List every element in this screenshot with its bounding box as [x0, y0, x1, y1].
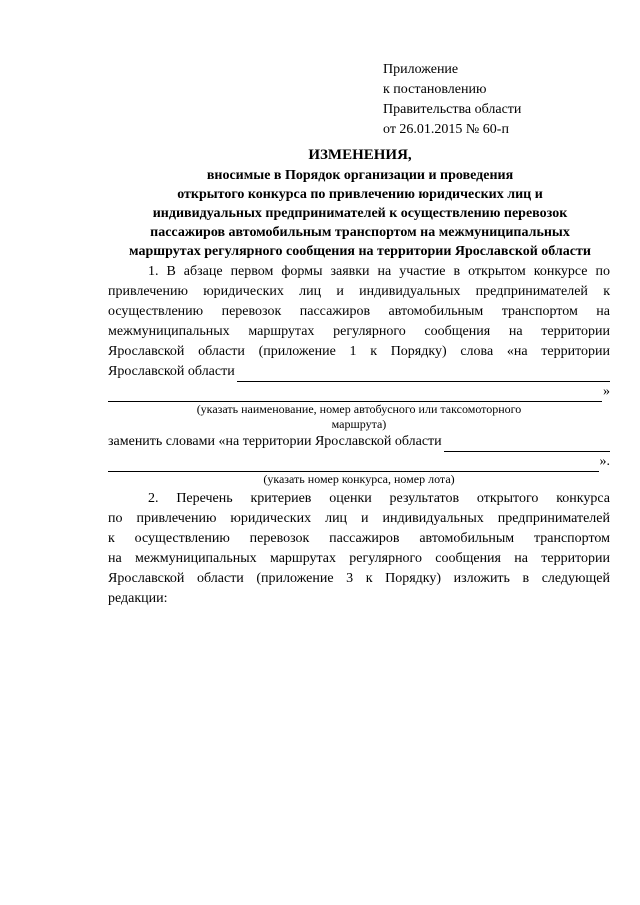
field-hint [108, 402, 610, 432]
paragraph-line: Ярославской области [108, 364, 235, 379]
paragraph-line: редакции: [108, 591, 168, 606]
attachment-header [383, 60, 521, 140]
closing-quote: ». [599, 454, 610, 469]
fill-in-blank-line [108, 386, 602, 402]
attachment-line: от 26.01.2015 № 60-п [383, 122, 509, 137]
field-hint-line: (указать номер конкурса, номер лота) [263, 472, 455, 486]
closing-quote: » [603, 384, 610, 399]
title-line: открытого конкурса по привлечению юридических лиц и [177, 187, 543, 202]
paragraph-line: межмуниципальных маршрутах регулярного сообщения на территории [108, 324, 610, 339]
paragraph-line-with-blank [108, 362, 610, 382]
fill-in-line [108, 382, 610, 402]
paragraph-line: 1. В абзаце первом формы заявки на участие в открытом конкурсе по [148, 264, 610, 279]
fill-in-line [108, 452, 610, 472]
paragraph-2 [108, 489, 610, 609]
title-line: индивидуальных предпринимателей к осуществлению перевозок [152, 206, 568, 221]
title-line: пассажиров автомобильным транспортом на межмуниципальных [150, 225, 570, 240]
paragraph-line: на межмуниципальных маршрутах регулярного сообщения на территории [108, 551, 610, 566]
field-hint-line: маршрута) [331, 417, 387, 431]
title-line: маршрутах регулярного сообщения на территории Ярославской области [129, 244, 591, 259]
field-hint [108, 472, 610, 487]
title-main: ИЗМЕНЕНИЯ, [308, 147, 412, 163]
fill-in-blank-line [444, 436, 610, 452]
field-hint-line: (указать наименование, номер автобусного или таксомоторного [196, 402, 522, 416]
paragraph-line: по привлечению юридических лиц и индивидуальных предпринимателей [108, 511, 610, 526]
attachment-line: к постановлению [383, 82, 487, 97]
paragraph-line: Ярославской области (приложение 1 к Порядку) слова «на территории [108, 344, 610, 359]
paragraph-line: к осуществлению перевозок пассажиров автомобильным транспортом [108, 531, 610, 546]
fill-in-blank-line [237, 366, 610, 382]
paragraph-line: заменить словами «на территории Ярославской области [108, 434, 442, 449]
paragraph-line: привлечению юридических лиц и индивидуальных предпринимателей к [108, 284, 610, 299]
fill-in-blank-line [108, 456, 599, 472]
document-body [108, 262, 610, 609]
document-title [100, 146, 620, 261]
attachment-line: Приложение [383, 62, 459, 77]
title-line: вносимые в Порядок организации и проведения [206, 168, 514, 183]
paragraph-line-with-blank [108, 432, 610, 452]
paragraph-1 [108, 262, 610, 487]
paragraph-line: осуществлению перевозок пассажиров автомобильным транспортом на [108, 304, 610, 319]
paragraph-line: 2. Перечень критериев оценки результатов открытого конкурса [148, 491, 610, 506]
attachment-line: Правительства области [383, 102, 522, 117]
paragraph-line: Ярославской области (приложение 3 к Порядку) изложить в следующей [108, 571, 610, 586]
